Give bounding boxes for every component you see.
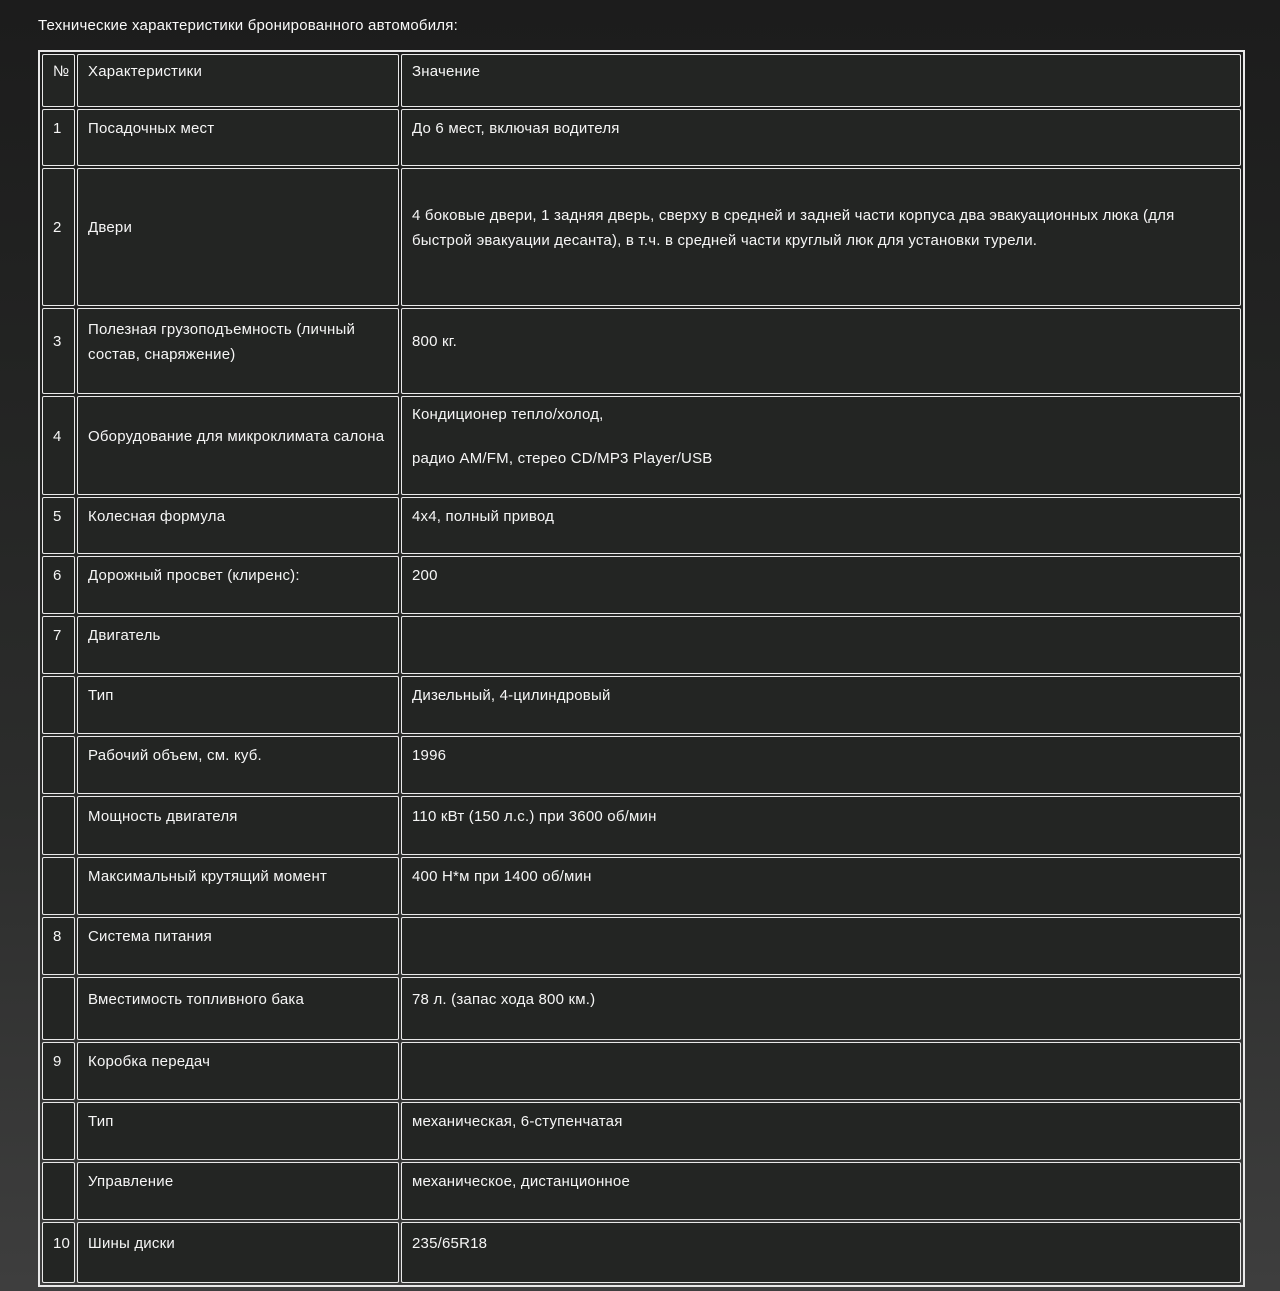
row-number-cell: 5 [42,497,75,554]
specs-table [38,50,1245,1287]
row-number-cell: 1 [42,109,75,166]
header-cell-number: № [42,54,75,107]
table-row [42,1162,1241,1220]
value-cell [401,1042,1241,1100]
table-row [42,736,1241,794]
row-number-cell [42,857,75,915]
row-number-cell [42,1102,75,1160]
row-number-cell: 6 [42,556,75,614]
page-title: Технические характеристики бронированного автомобиля: [38,17,458,34]
table-row [42,676,1241,734]
characteristic-cell: Дорожный просвет (клиренс): [77,556,399,614]
value-cell: 4 боковые двери, 1 задняя дверь, сверху в средней и задней части корпуса два эвакуационных люка (для быстрой эвакуации десанта), в т.ч. в средней части круглый люк для установки турели. [401,168,1241,306]
characteristic-cell: Коробка передач [77,1042,399,1100]
table-row [42,616,1241,674]
characteristic-cell: Двери [77,168,399,306]
row-number-cell: 3 [42,308,75,394]
table-row [42,857,1241,915]
characteristic-cell: Посадочных мест [77,109,399,166]
characteristic-cell: Тип [77,1102,399,1160]
value-cell: 400 Н*м при 1400 об/мин [401,857,1241,915]
table-row [42,109,1241,166]
header-cell-value: Значение [401,54,1241,107]
characteristic-cell: Двигатель [77,616,399,674]
value-cell: До 6 мест, включая водителя [401,109,1241,166]
characteristic-cell: Мощность двигателя [77,796,399,855]
value-cell: 4x4, полный привод [401,497,1241,554]
characteristic-cell: Колесная формула [77,497,399,554]
value-cell: механическая, 6-ступенчатая [401,1102,1241,1160]
table-row [42,796,1241,855]
table-row [42,556,1241,614]
value-cell: механическое, дистанционное [401,1162,1241,1220]
row-number-cell [42,1162,75,1220]
table-row [42,977,1241,1040]
value-cell: Кондиционер тепло/холод, радио AM/FM, стерео CD/MP3 Player/USB [401,396,1241,495]
characteristic-cell: Оборудование для микроклимата салона [77,396,399,495]
table-row [42,1042,1241,1100]
table-row [42,497,1241,554]
row-number-cell: 9 [42,1042,75,1100]
row-number-cell: 4 [42,396,75,495]
row-number-cell: 7 [42,616,75,674]
table-row [42,308,1241,394]
characteristic-cell: Рабочий объем, см. куб. [77,736,399,794]
value-cell: 235/65R18 [401,1222,1241,1283]
value-cell: 78 л. (запас хода 800 км.) [401,977,1241,1040]
row-number-cell: 2 [42,168,75,306]
table-row [42,1102,1241,1160]
value-cell: 200 [401,556,1241,614]
table-row [42,168,1241,306]
row-number-cell: 10 [42,1222,75,1283]
row-number-cell [42,736,75,794]
characteristic-cell: Вместимость топливного бака [77,977,399,1040]
characteristic-cell: Максимальный крутящий момент [77,857,399,915]
value-cell: Дизельный, 4-цилиндровый [401,676,1241,734]
value-cell [401,616,1241,674]
table-row [42,1222,1241,1283]
characteristic-cell: Шины диски [77,1222,399,1283]
table-row [42,917,1241,975]
row-number-cell [42,796,75,855]
characteristic-cell: Система питания [77,917,399,975]
header-cell-characteristic: Характеристики [77,54,399,107]
characteristic-cell: Полезная грузоподъемность (личный состав, снаряжение) [77,308,399,394]
characteristic-cell: Управление [77,1162,399,1220]
characteristic-cell: Тип [77,676,399,734]
row-number-cell: 8 [42,917,75,975]
value-cell: 800 кг. [401,308,1241,394]
row-number-cell [42,977,75,1040]
table-row [42,396,1241,495]
value-cell: 1996 [401,736,1241,794]
value-cell: 110 кВт (150 л.с.) при 3600 об/мин [401,796,1241,855]
value-cell [401,917,1241,975]
row-number-cell [42,676,75,734]
header-row [42,54,1241,107]
